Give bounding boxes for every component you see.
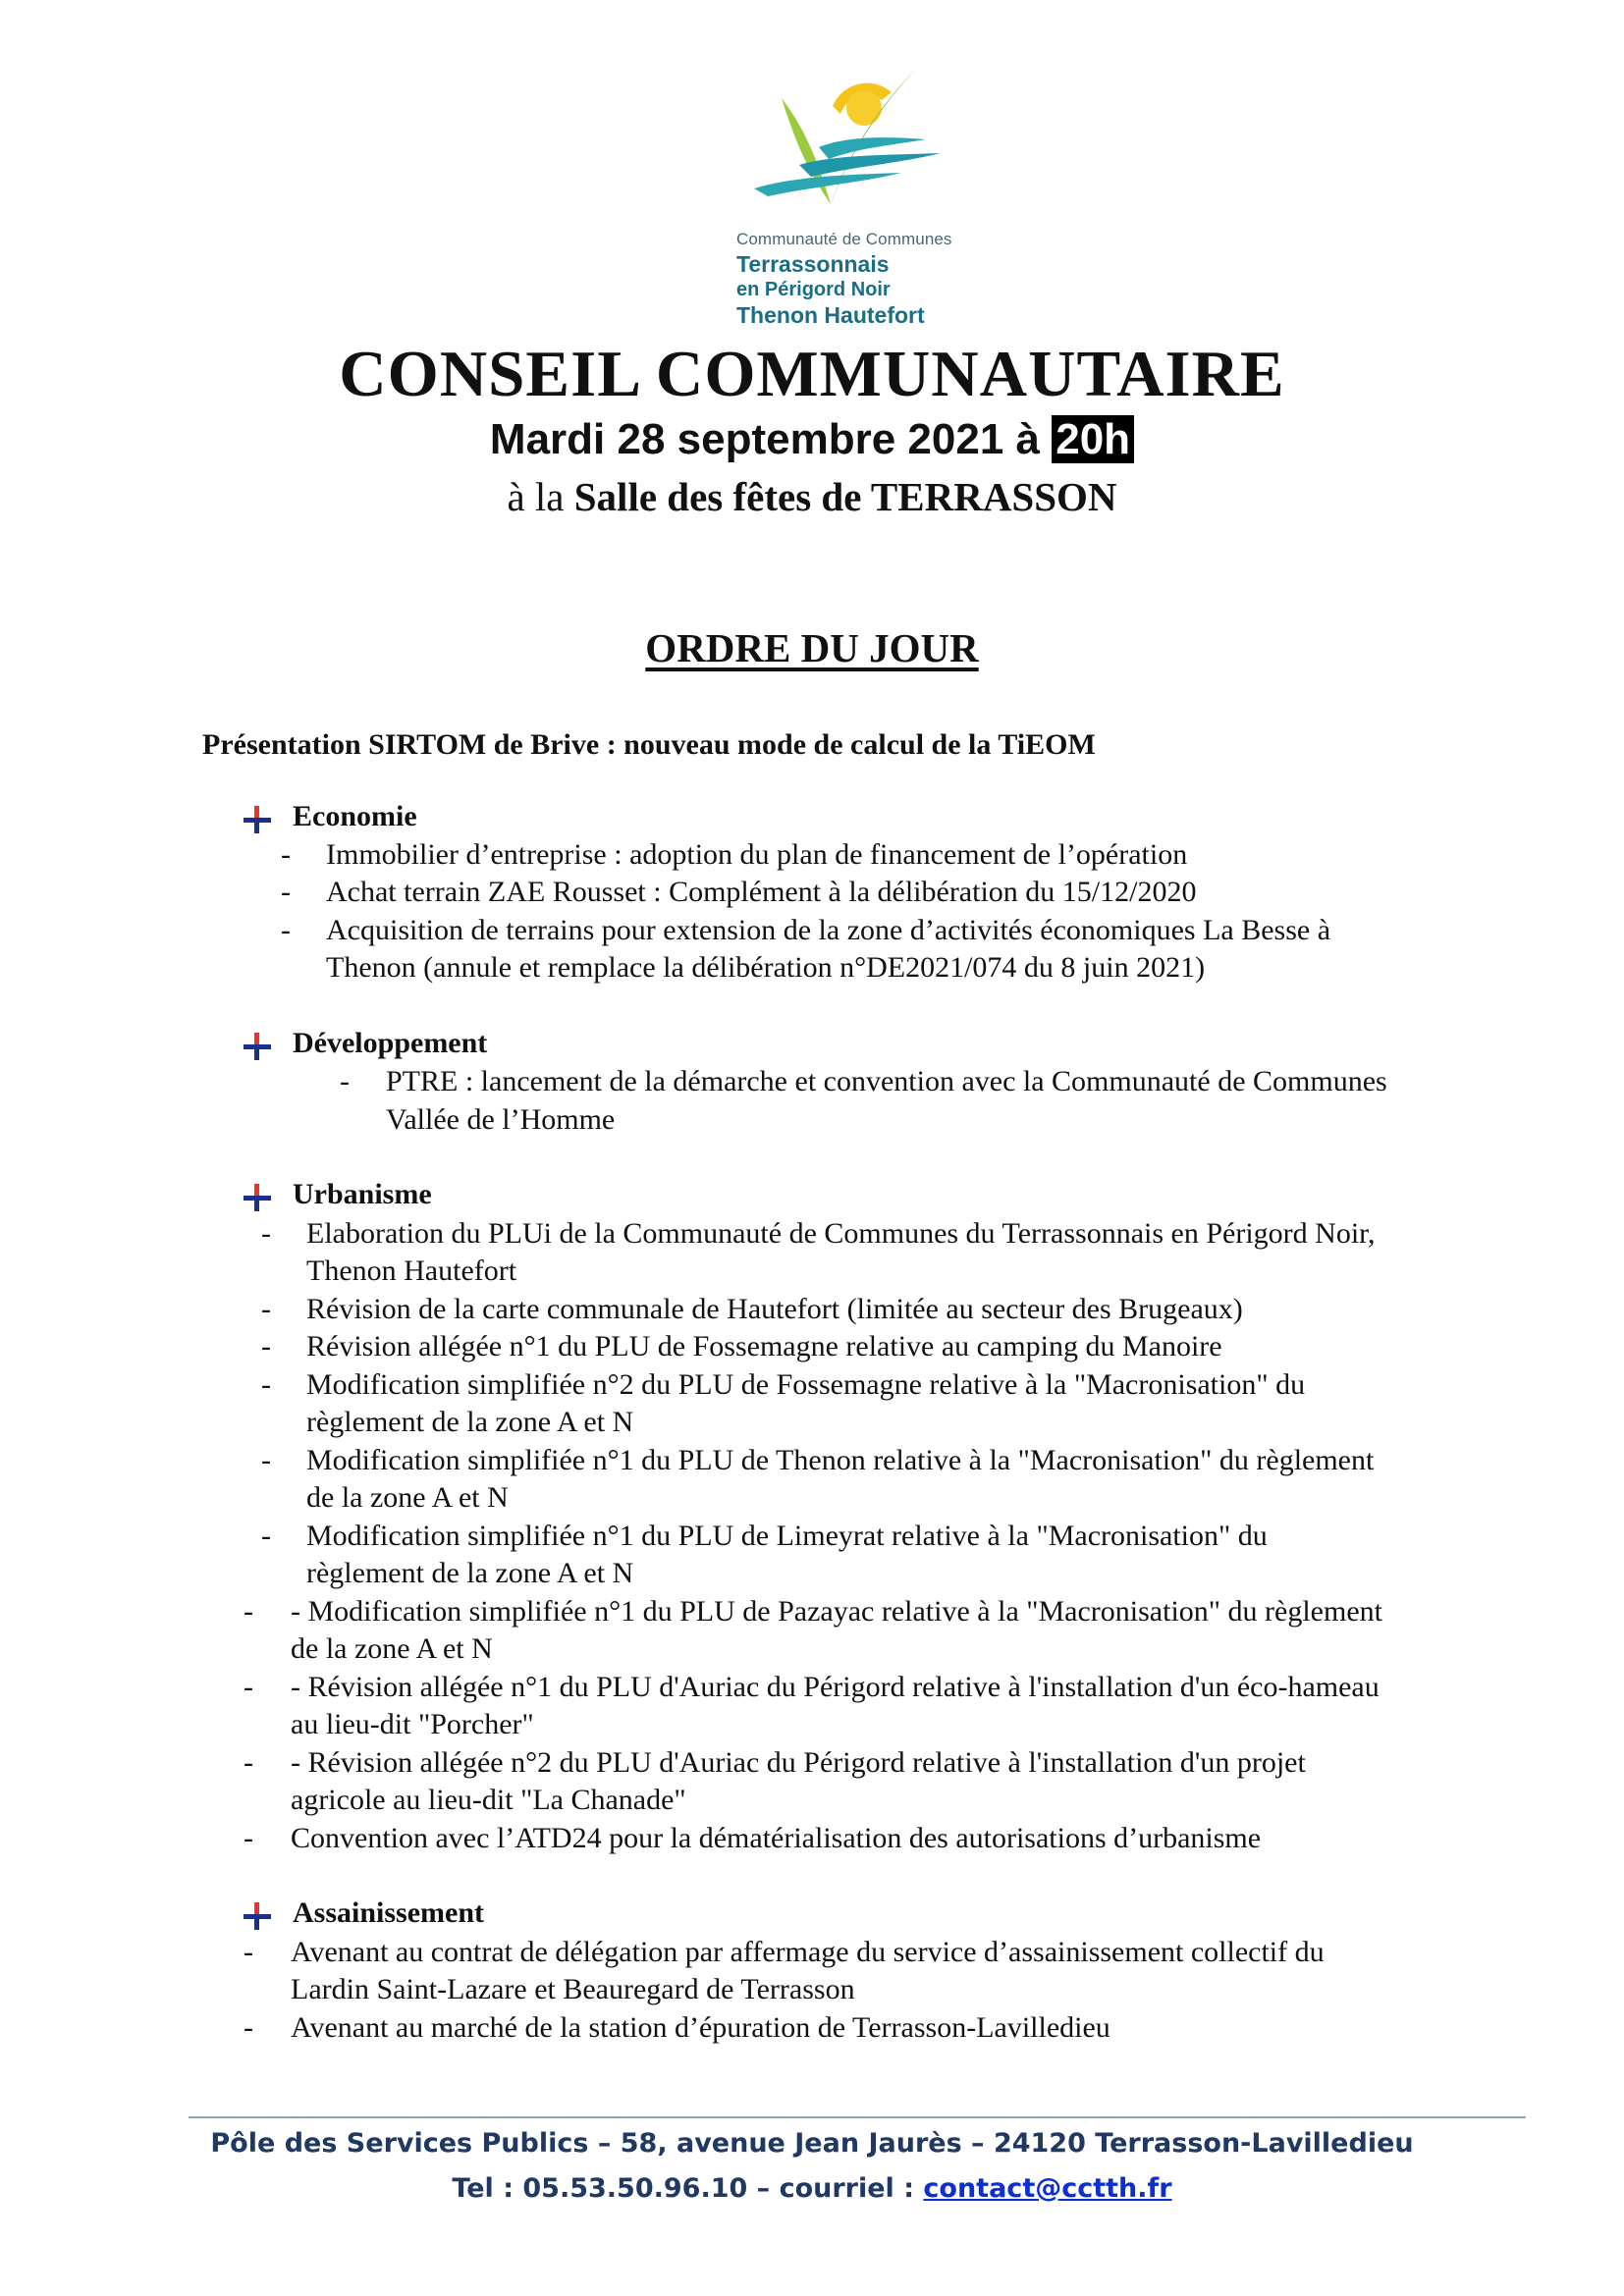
footer-address: Pôle des Services Publics – 58, avenue Jean Jaurès – 24120 Terrasson-Lavilledieu <box>210 2128 1414 2159</box>
agenda-item: - Révision allégée n°1 du PLU d'Auriac du Périgord relative à l'installation d'un éco-hameau <box>291 1671 1380 1703</box>
agenda-item-continuation: de la zone A et N <box>291 1632 493 1665</box>
item-dash: - <box>244 1822 253 1854</box>
bullet-cross-icon <box>244 1184 271 1211</box>
logo-text-line-1: Communauté de Communes <box>736 230 952 248</box>
footer-divider <box>189 2116 1526 2118</box>
agenda-item-continuation: agricole au lieu-dit "La Chanade" <box>291 1784 686 1816</box>
agenda-item-continuation: Vallée de l’Homme <box>386 1103 616 1136</box>
agenda-item: Révision allégée n°1 du PLU de Fossemagne relative au camping du Manoire <box>306 1330 1222 1362</box>
agenda-item: Modification simplifiée n°1 du PLU de Thenon relative à la "Macronisation" du règlement <box>306 1444 1375 1476</box>
item-dash: - <box>244 1936 253 1968</box>
bullet-cross-icon <box>244 1033 271 1060</box>
meeting-time-highlight: 20h <box>1052 415 1134 463</box>
agenda-item-continuation: règlement de la zone A et N <box>306 1406 634 1438</box>
agenda-item: Convention avec l’ATD24 pour la dématérialisation des autorisations d’urbanisme <box>291 1822 1262 1854</box>
agenda-item: Elaboration du PLUi de la Communauté de Communes du Terrassonnais en Périgord Noir, <box>306 1217 1376 1250</box>
venue-prefix: à la <box>507 474 574 519</box>
bullet-cross-icon <box>244 806 271 833</box>
venue-place: Salle des fêtes de TERRASSON <box>573 474 1117 519</box>
item-dash: - <box>244 1746 253 1779</box>
agenda-item: - Modification simplifiée n°1 du PLU de Pazayac relative à la "Macronisation" du règlement <box>291 1595 1382 1628</box>
item-dash: - <box>281 914 291 946</box>
section-title: Assainissement <box>293 1896 485 1929</box>
meeting-date <box>0 416 1624 463</box>
agenda-item: Révision de la carte communale de Hautefort (limitée au secteur des Brugeaux) <box>306 1293 1243 1325</box>
item-dash: - <box>261 1368 271 1401</box>
item-dash: - <box>281 876 291 908</box>
item-dash: - <box>261 1330 271 1362</box>
agenda-presentation: Présentation SIRTOM de Brive : nouveau mode de calcul de la TiEOM <box>202 728 1096 761</box>
agenda-item-continuation: règlement de la zone A et N <box>306 1557 634 1589</box>
agenda-item: Acquisition de terrains pour extension de la zone d’activités économiques La Besse à <box>326 914 1331 946</box>
item-dash: - <box>281 838 291 871</box>
agenda-item: Immobilier d’entreprise : adoption du plan de financement de l’opération <box>326 838 1188 871</box>
organization-logo <box>734 57 990 342</box>
item-dash: - <box>261 1293 271 1325</box>
logo-text-line-3: en Périgord Noir <box>736 278 891 300</box>
email-link[interactable]: contact@cctth.fr <box>923 2173 1172 2204</box>
agenda-item: Avenant au marché de la station d’épuration de Terrasson-Lavilledieu <box>291 2011 1110 2044</box>
agenda-item-continuation: au lieu-dit "Porcher" <box>291 1708 534 1740</box>
agenda-item: PTRE : lancement de la démarche et convention avec la Communauté de Communes <box>386 1065 1387 1097</box>
agenda-item: Avenant au contrat de délégation par affermage du service d’assainissement collectif du <box>291 1936 1325 1968</box>
meeting-venue <box>0 475 1624 519</box>
agenda-item: Modification simplifiée n°2 du PLU de Fossemagne relative à la "Macronisation" du <box>306 1368 1306 1401</box>
logo-text-line-2: Terrassonnais <box>736 250 890 277</box>
agenda-item-continuation: Thenon Hautefort <box>306 1255 517 1287</box>
item-dash: - <box>244 1595 253 1628</box>
item-dash: - <box>244 2011 253 2044</box>
agenda-item-continuation: de la zone A et N <box>306 1481 509 1514</box>
agenda-item: Achat terrain ZAE Rousset : Complément à la délibération du 15/12/2020 <box>326 876 1197 908</box>
agenda-item: - Révision allégée n°2 du PLU d'Auriac du Périgord relative à l'installation d'un projet <box>291 1746 1306 1779</box>
section-title: Economie <box>293 800 417 832</box>
section-title: Urbanisme <box>293 1178 432 1210</box>
agenda-item: Modification simplifiée n°1 du PLU de Limeyrat relative à la "Macronisation" du <box>306 1520 1268 1552</box>
bullet-cross-icon <box>244 1902 271 1930</box>
item-dash: - <box>261 1520 271 1552</box>
item-dash: - <box>261 1217 271 1250</box>
meeting-date-text: Mardi 28 septembre 2021 à <box>489 415 1053 463</box>
document-title: CONSEIL COMMUNAUTAIRE <box>339 338 1285 410</box>
item-dash: - <box>340 1065 350 1097</box>
section-title: Développement <box>293 1027 488 1059</box>
agenda-item-continuation: Lardin Saint-Lazare et Beauregard de Terrasson <box>291 1973 855 2005</box>
item-dash: - <box>244 1671 253 1703</box>
agenda-heading: ORDRE DU JOUR <box>645 625 979 670</box>
logo-text-line-4: Thenon Hautefort <box>736 302 925 329</box>
item-dash: - <box>261 1444 271 1476</box>
footer-phone: Tel : 05.53.50.96.10 – courriel : <box>452 2173 924 2204</box>
logo-emblem-icon <box>734 57 990 230</box>
footer-contact <box>0 2173 1624 2204</box>
agenda-item-continuation: Thenon (annule et remplace la délibération n°DE2021/074 du 8 juin 2021) <box>326 951 1206 984</box>
